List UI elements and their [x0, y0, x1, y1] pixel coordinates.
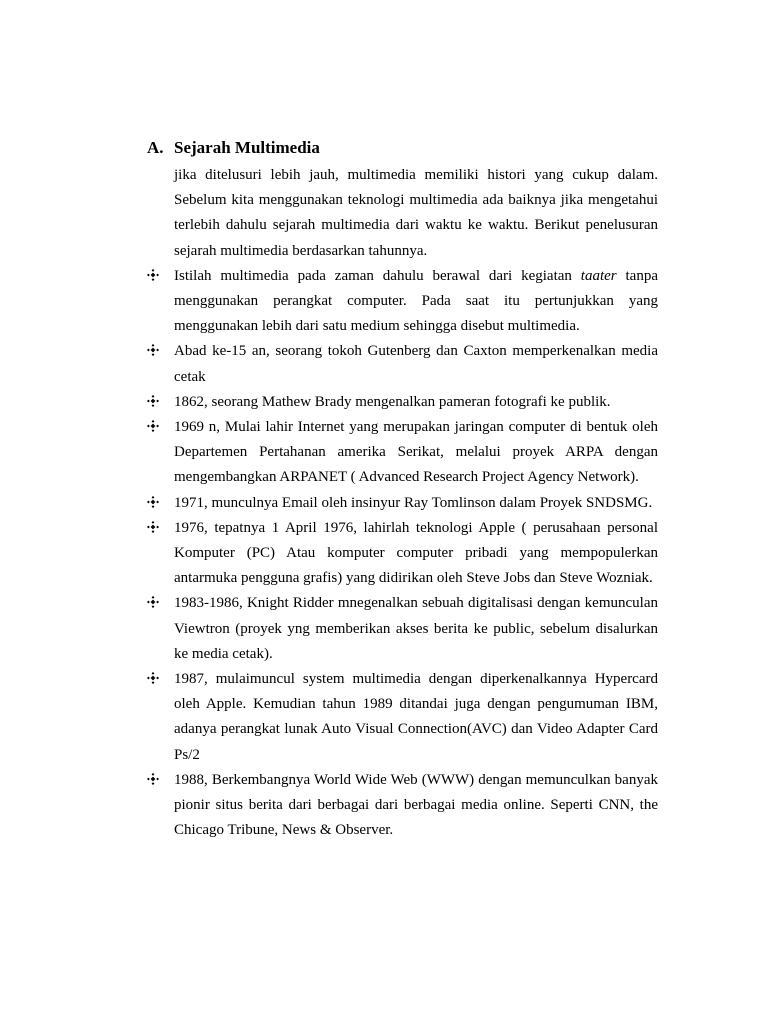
intro-paragraph: jika ditelusuri lebih jauh, multimedia memiliki histori yang cukup dalam. Sebelum kita menggunakan teknologi multimedia ada baiknya jika mengetahui terlebih dahulu sejarah multimedia dari waktu ke waktu. Berikut penelusuran sejarah multimedia berdasarkan tahunnya. — [174, 167, 658, 259]
history-list — [174, 264, 658, 844]
diamond-bullet-icon — [147, 395, 159, 407]
list-item-text: tanpa menggunakan perangkat computer. Pada saat itu pertunjukkan yang menggunakan lebih dari satu medium sehingga disebut multimedia. — [174, 267, 658, 335]
list-item — [174, 768, 658, 844]
list-item — [174, 339, 658, 389]
list-item — [174, 415, 658, 491]
diamond-bullet-icon — [147, 521, 159, 533]
list-item — [174, 591, 658, 667]
list-item — [174, 667, 658, 768]
list-item-text: 1862, seorang Mathew Brady mengenalkan pameran fotografi ke publik. — [174, 393, 611, 410]
list-item-text: Abad ke-15 an, seorang tokoh Gutenberg dan Caxton memperkenalkan media cetak — [174, 343, 658, 385]
diamond-bullet-icon — [147, 672, 159, 684]
diamond-bullet-icon — [147, 596, 159, 608]
section-letter: A. — [147, 138, 164, 157]
list-item-text: 1971, munculnya Email oleh insinyur Ray Tomlinson dalam Proyek SNDSMG. — [174, 494, 653, 511]
list-item-text: 1976, tepatnya 1 April 1976, lahirlah teknologi Apple ( perusahaan personal Komputer (PC) Atau komputer computer pribadi yang mempopulerkan antarmuka pengguna grafis) yang didirikan oleh Steve Jobs dan Steve Wozniak. — [174, 519, 658, 587]
diamond-bullet-icon — [147, 269, 159, 281]
list-item-text: 1987, mulaimuncul system multimedia dengan diperkenalkannya Hypercard oleh Apple. Kemudian tahun 1989 ditandai juga dengan pengumuman IBM, adanya perangkat lunak Auto Visual Connection(AVC) dan Video Adapter Card Ps/2 — [174, 671, 658, 763]
list-item — [174, 491, 658, 516]
diamond-bullet-icon — [147, 773, 159, 785]
list-item — [174, 516, 658, 592]
diamond-bullet-icon — [147, 496, 159, 508]
list-item-italic-text: taater — [580, 267, 617, 284]
list-item-text: 1969 n, Mulai lahir Internet yang merupakan jaringan computer di bentuk oleh Departemen Pertahanan amerika Serikat, melalui proyek ARPA dengan mengembangkan ARPANET ( Advanced Research Project Agency Network). — [174, 419, 658, 486]
diamond-bullet-icon — [147, 420, 159, 432]
list-item — [174, 264, 658, 340]
list-item — [174, 390, 658, 415]
list-item-text: 1983-1986, Knight Ridder mnegenalkan sebuah digitalisasi dengan kemunculan Viewtron (proyek yng memberikan akses berita ke public, sebelum disalurkan ke media cetak). — [174, 595, 658, 662]
section-heading — [147, 136, 320, 160]
list-item-text: 1988, Berkembangnya World Wide Web (WWW) dengan memunculkan banyak pionir situs berita dari berbagai dari berbagai media online. Seperti CNN, the Chicago Tribune, News & Observer. — [174, 771, 658, 839]
diamond-bullet-icon — [147, 344, 159, 356]
section-body — [174, 163, 658, 843]
section-title: Sejarah Multimedia — [174, 138, 320, 157]
list-item-text: Istilah multimedia pada zaman dahulu berawal dari kegiatan — [174, 267, 581, 284]
